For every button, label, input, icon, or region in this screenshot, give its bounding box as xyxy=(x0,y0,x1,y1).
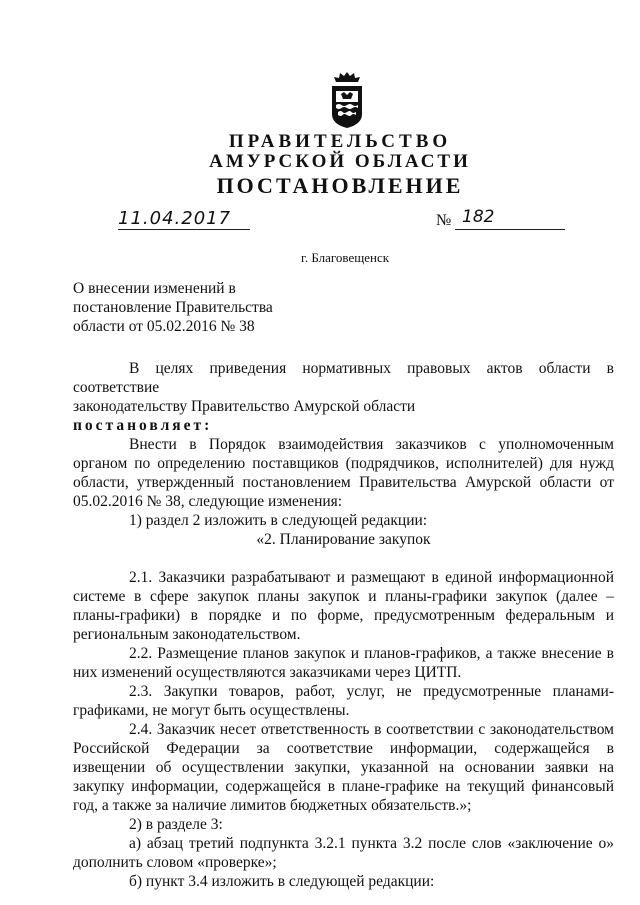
coat-of-arms-emblem xyxy=(326,70,368,130)
paragraph-line: 2.2. Размещение планов закупок и планов-графиков, а также внесение в xyxy=(129,645,614,662)
list-item-2b: б) пункт 3.4 изложить в следующей редакции: xyxy=(129,873,435,890)
subject-line: постановление Правительства xyxy=(73,299,273,316)
paragraph-line: системе в сфере закупок планы закупок и планы-графики закупок (далее – xyxy=(73,588,614,605)
subject-line: области от 05.02.2016 № 38 xyxy=(73,318,255,335)
paragraph-line: 2.4. Заказчик несет ответственность в соответствии с законодательством xyxy=(129,721,614,738)
list-item-1: 1) раздел 2 изложить в следующей редакции: xyxy=(129,512,428,529)
paragraph-line: планы-графики) в порядке и по форме, предусмотренным федеральным и xyxy=(73,607,614,624)
intro-line: В целях приведения нормативных правовых актов области в соответствие xyxy=(73,360,614,396)
paragraph-line: год, а также за наличие лимитов бюджетных обязательств.»; xyxy=(73,797,472,814)
paragraph-line: региональным законодательством. xyxy=(73,626,301,643)
city-name: г. Благовещенск xyxy=(300,250,390,265)
document-date: 11.04.2017 xyxy=(118,208,232,229)
paragraph-line: извещении об осуществлении закупки, указанной на основании заявки на xyxy=(73,759,614,776)
paragraph-line: закупку информации, содержащейся в плане-графике на текущий финансовый xyxy=(73,778,614,795)
paragraph-line: Внести в Порядок взаимодействия заказчиков с уполномоченным xyxy=(129,436,614,453)
document-number: 182 xyxy=(462,207,495,227)
section-title: «2. Планирование закупок xyxy=(256,531,431,548)
paragraph-line: 05.02.2016 № 38, следующие изменения: xyxy=(73,493,343,510)
paragraph-line: них изменений осуществляются заказчиками через ЦИТП. xyxy=(73,664,462,681)
document-type-title: ПОСТАНОВЛЕНИЕ xyxy=(216,173,464,198)
paragraph-line: органом по определению поставщиков (подрядчиков, исполнителей) для нужд xyxy=(73,455,614,472)
decree-word: постановляет: xyxy=(73,417,213,434)
number-underline xyxy=(455,229,565,230)
paragraph-line: 2.1. Заказчики разрабатывают и размещают в единой информационной xyxy=(129,569,614,586)
number-sign: № xyxy=(436,212,452,229)
paragraph-line: области, утвержденный постановлением Правительства Амурской области от xyxy=(73,474,614,491)
document-subject xyxy=(73,279,273,336)
paragraph-line: Российской Федерации за соответствие информации, содержащейся в xyxy=(73,740,614,757)
government-title: ПРАВИТЕЛЬСТВО xyxy=(228,131,452,152)
subject-line: О внесении изменений в xyxy=(73,280,236,297)
list-item-2: 2) в разделе 3: xyxy=(129,816,223,833)
paragraph-line: дополнить словом «проверке»; xyxy=(73,854,277,871)
document-body xyxy=(73,359,614,891)
date-underline xyxy=(118,229,250,230)
paragraph-line: 2.3. Закупки товаров, работ, услуг, не предусмотренные планами- xyxy=(129,683,614,700)
paragraph-line: графиками, не могут быть осуществлены. xyxy=(73,702,350,719)
region-title: АМУРСКОЙ ОБЛАСТИ xyxy=(209,151,471,172)
intro-line: законодательству Правительство Амурской области xyxy=(73,398,416,415)
paragraph-line: а) абзац третий подпункта 3.2.1 пункта 3.2 после слов «заключение о» xyxy=(129,835,614,852)
